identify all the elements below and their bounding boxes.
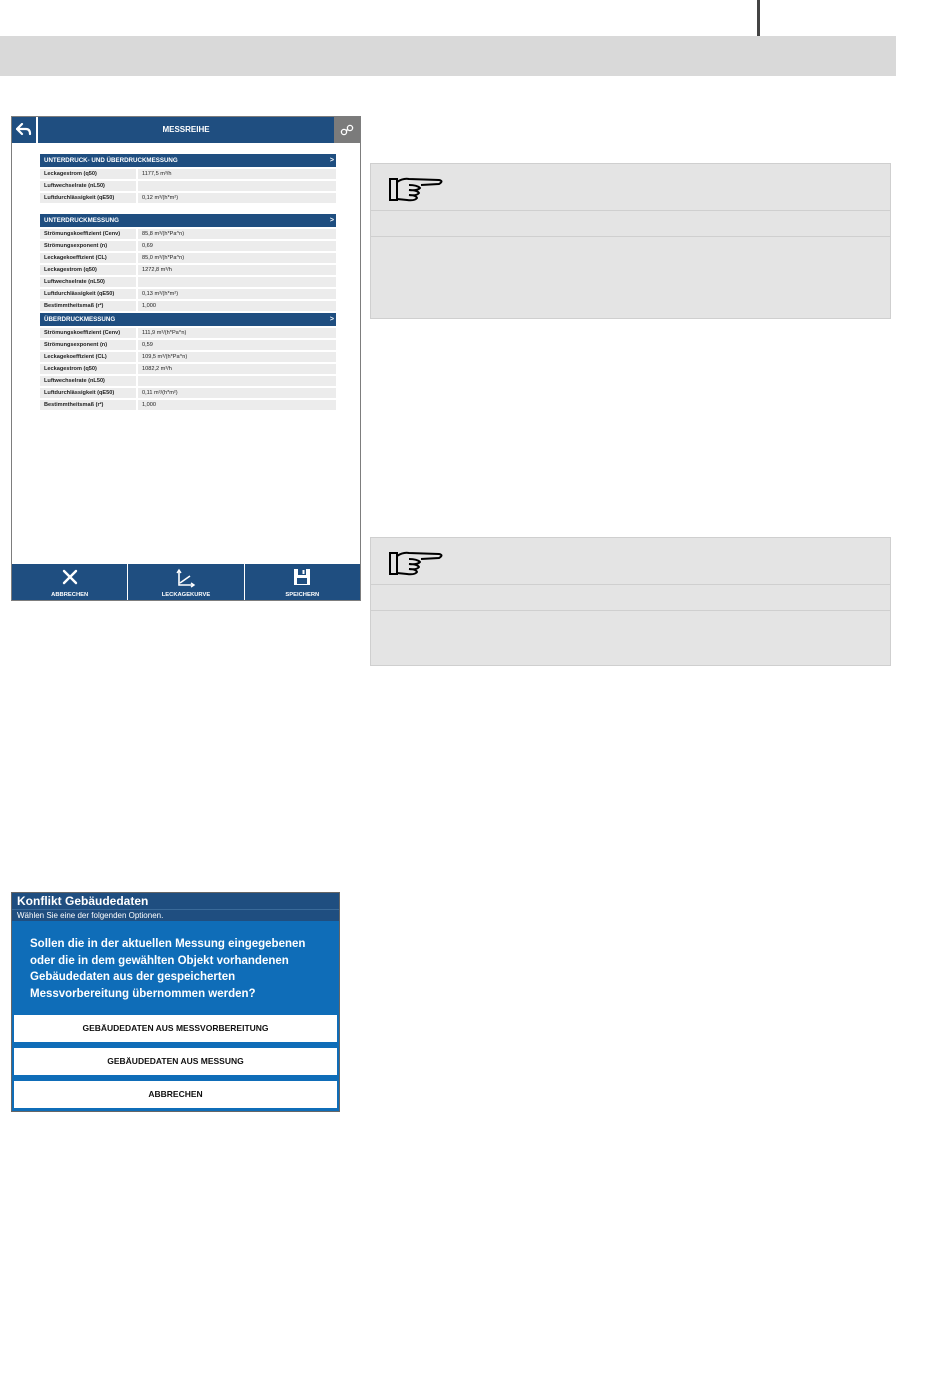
row-label: Bestimmtheitsmaß (r²) [40, 301, 136, 311]
result-row [40, 400, 336, 410]
result-row [40, 277, 336, 287]
note-row [371, 210, 890, 237]
row-value [138, 376, 336, 386]
data-from-preparation-button[interactable]: GEBÄUDEDATEN AUS MESSVORBEREITUNG [13, 1014, 338, 1043]
row-value [138, 277, 336, 287]
back-button[interactable] [12, 117, 38, 143]
dialog-cancel-button[interactable]: ABBRECHEN [13, 1080, 338, 1109]
row-label: Strömungskoeffizient (Cenv) [40, 328, 136, 338]
section-title: ÜBERDRUCKMESSUNG [44, 316, 116, 323]
result-row [40, 229, 336, 239]
result-row [40, 364, 336, 374]
row-value: 1,000 [138, 400, 336, 410]
result-row [40, 340, 336, 350]
result-row [40, 181, 336, 191]
settings-link-icon [340, 124, 354, 136]
note-box [370, 537, 891, 666]
result-row [40, 352, 336, 362]
row-value [138, 181, 336, 191]
row-value: 1272,8 m³/h [138, 265, 336, 275]
chevron-right-icon: > [329, 316, 334, 323]
save-label: SPEICHERN [285, 592, 320, 598]
row-value: 0,59 [138, 340, 336, 350]
result-row [40, 241, 336, 251]
row-value: 1177,5 m³/h [138, 169, 336, 179]
result-row [40, 253, 336, 263]
result-row [40, 388, 336, 398]
result-row [40, 328, 336, 338]
settings-button[interactable] [334, 117, 360, 143]
dialog-question: Sollen die in der aktuellen Messung eingegebenen oder die in dem gewählten Objekt vorhandenen Gebäudedaten aus der gespeicherten Messvorbereitung übernommen werden? [30, 938, 306, 1000]
section-title: UNTERDRUCKMESSUNG [44, 217, 119, 224]
screen-title: MESSREIHE [162, 125, 210, 134]
bottom-action-bar [12, 564, 360, 600]
row-value: 109,5 m³/(h*Pa^n) [138, 352, 336, 362]
row-label: Luftdurchlässigkeit (qE50) [40, 388, 136, 398]
data-from-measurement-button[interactable]: GEBÄUDEDATEN AUS MESSUNG [13, 1047, 338, 1076]
note-header [371, 164, 890, 211]
section-title: UNTERDRUCK- UND ÜBERDRUCKMESSUNG [44, 157, 178, 164]
margin-line [757, 0, 760, 37]
result-row [40, 376, 336, 386]
section-header-combined[interactable] [40, 154, 336, 167]
row-label: Luftwechselrate (nL50) [40, 277, 136, 287]
row-label: Bestimmtheitsmaß (r²) [40, 400, 136, 410]
page-header-bar [0, 36, 896, 76]
row-label: Leckagestrom (q50) [40, 169, 136, 179]
close-x-icon [61, 568, 79, 586]
result-row [40, 265, 336, 275]
note-header [371, 538, 890, 585]
pointing-hand-icon [387, 548, 447, 578]
leakage-curve-button[interactable] [128, 564, 244, 600]
row-value: 1,000 [138, 301, 336, 311]
row-value: 85,8 m³/(h*Pa^n) [138, 229, 336, 239]
row-label: Leckagestrom (q50) [40, 364, 136, 374]
cancel-label: ABBRECHEN [51, 592, 89, 598]
row-label: Leckagekoeffizient (CL) [40, 352, 136, 362]
leakage-curve-icon [175, 568, 197, 588]
section-header-overpressure[interactable] [40, 313, 336, 326]
row-label: Strömungskoeffizient (Cenv) [40, 229, 136, 239]
row-value: 0,69 [138, 241, 336, 251]
measurement-series-screen [11, 116, 361, 601]
dialog-subtitle: Wählen Sie eine der folgenden Optionen. [12, 909, 339, 921]
leakage-curve-label: LECKAGEKURVE [161, 592, 211, 598]
note-box [370, 163, 891, 319]
save-disk-icon [293, 568, 311, 586]
row-value: 0,13 m³/(h*m²) [138, 289, 336, 299]
row-label: Strömungsexponent (n) [40, 340, 136, 350]
row-label: Luftdurchlässigkeit (qE50) [40, 193, 136, 203]
row-label: Strömungsexponent (n) [40, 241, 136, 251]
result-row [40, 193, 336, 203]
back-arrow-icon [16, 123, 32, 137]
cancel-button[interactable] [12, 564, 128, 600]
row-label: Luftdurchlässigkeit (qE50) [40, 289, 136, 299]
pointing-hand-icon [387, 174, 447, 204]
row-label: Luftwechselrate (nL50) [40, 376, 136, 386]
save-button[interactable] [245, 564, 360, 600]
row-value: 0,12 m³/(h*m²) [138, 193, 336, 203]
row-label: Luftwechselrate (nL50) [40, 181, 136, 191]
note-row [371, 584, 890, 611]
building-data-conflict-dialog [11, 892, 340, 1112]
row-value: 85,0 m³/(h*Pa^n) [138, 253, 336, 263]
result-row [40, 301, 336, 311]
row-value: 111,9 m³/(h*Pa^n) [138, 328, 336, 338]
row-label: Leckagekoeffizient (CL) [40, 253, 136, 263]
row-value: 0,11 m³/(h*m²) [138, 388, 336, 398]
chevron-right-icon: > [329, 157, 334, 164]
dialog-title: Konflikt Gebäudedaten [12, 893, 339, 909]
result-row [40, 169, 336, 179]
row-value: 1082,2 m³/h [138, 364, 336, 374]
chevron-right-icon: > [329, 217, 334, 224]
section-header-underpressure[interactable] [40, 214, 336, 227]
results-list [40, 154, 336, 412]
row-label: Leckagestrom (q50) [40, 265, 136, 275]
result-row [40, 289, 336, 299]
screen-header [12, 117, 360, 143]
